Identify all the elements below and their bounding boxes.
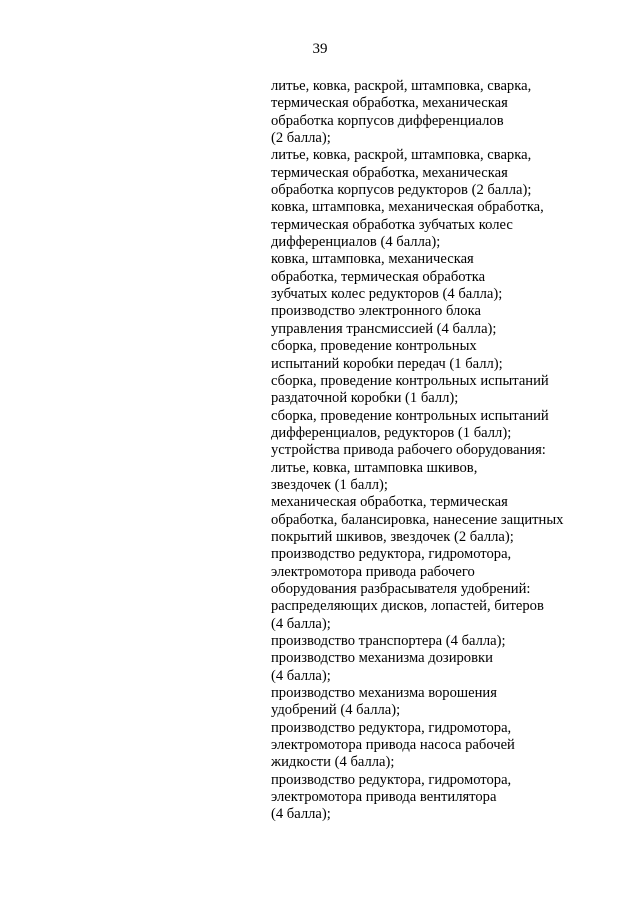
text-line: сборка, проведение контрольных испытаний xyxy=(271,372,549,389)
text-line: производство редуктора, гидромотора, xyxy=(271,546,512,563)
text-line: (4 балла); xyxy=(271,806,331,823)
text-line: дифференциалов, редукторов (1 балл); xyxy=(271,424,512,441)
text-line: (2 балла); xyxy=(271,130,331,147)
text-line: покрытий шкивов, звездочек (2 балла); xyxy=(271,528,514,545)
text-line: обработка, термическая обработка xyxy=(271,268,486,285)
text-line: обработка, балансировка, нанесение защитных xyxy=(271,511,564,528)
text-line: производство редуктора, гидромотора, xyxy=(271,719,512,736)
text-line: ковка, штамповка, механическая обработка, xyxy=(271,199,544,216)
text-line: производство механизма дозировки xyxy=(271,650,493,667)
text-line: жидкости (4 балла); xyxy=(271,754,395,771)
text-line: сборка, проведение контрольных xyxy=(271,338,477,355)
text-line: электромотора привода насоса рабочей xyxy=(271,737,515,754)
text-line: дифференциалов (4 балла); xyxy=(271,234,441,251)
text-line: механическая обработка, термическая xyxy=(271,494,508,511)
text-line: звездочек (1 балл); xyxy=(271,476,388,493)
document-body xyxy=(271,78,571,824)
text-line: электромотора привода вентилятора xyxy=(271,789,497,806)
text-line: (4 балла); xyxy=(271,615,331,632)
text-line: раздаточной коробки (1 балл); xyxy=(271,390,459,407)
text-line: производство электронного блока xyxy=(271,303,481,320)
text-line: обработка корпусов дифференциалов xyxy=(271,112,504,129)
text-line: производство редуктора, гидромотора, xyxy=(271,771,512,788)
text-line: ковка, штамповка, механическая xyxy=(271,251,474,268)
text-line: производство механизма ворошения xyxy=(271,685,497,702)
text-line: литье, ковка, штамповка шкивов, xyxy=(271,459,478,476)
text-line: литье, ковка, раскрой, штамповка, сварка, xyxy=(271,78,532,94)
text-line: испытаний коробки передач (1 балл); xyxy=(271,355,503,372)
text-line: термическая обработка зубчатых колес xyxy=(271,216,513,233)
text-line: обработка корпусов редукторов (2 балла); xyxy=(271,182,532,199)
text-line: распределяющих дисков, лопастей, битеров xyxy=(271,598,544,615)
text-line: управления трансмиссией (4 балла); xyxy=(271,320,497,337)
text-line: зубчатых колес редукторов (4 балла); xyxy=(271,286,503,303)
text-line: термическая обработка, механическая xyxy=(271,95,508,112)
text-line: удобрений (4 балла); xyxy=(271,702,401,719)
text-line: термическая обработка, механическая xyxy=(271,164,508,181)
text-line: производство транспортера (4 балла); xyxy=(271,633,506,649)
text-line: электромотора привода рабочего xyxy=(271,563,475,580)
page-number: 39 xyxy=(312,41,328,57)
text-line: оборудования разбрасывателя удобрений: xyxy=(271,580,531,597)
text-line: устройства привода рабочего оборудования: xyxy=(271,442,546,459)
text-line: сборка, проведение контрольных испытаний xyxy=(271,407,549,424)
text-line: (4 балла); xyxy=(271,667,331,684)
text-line: литье, ковка, раскрой, штамповка, сварка, xyxy=(271,147,532,164)
